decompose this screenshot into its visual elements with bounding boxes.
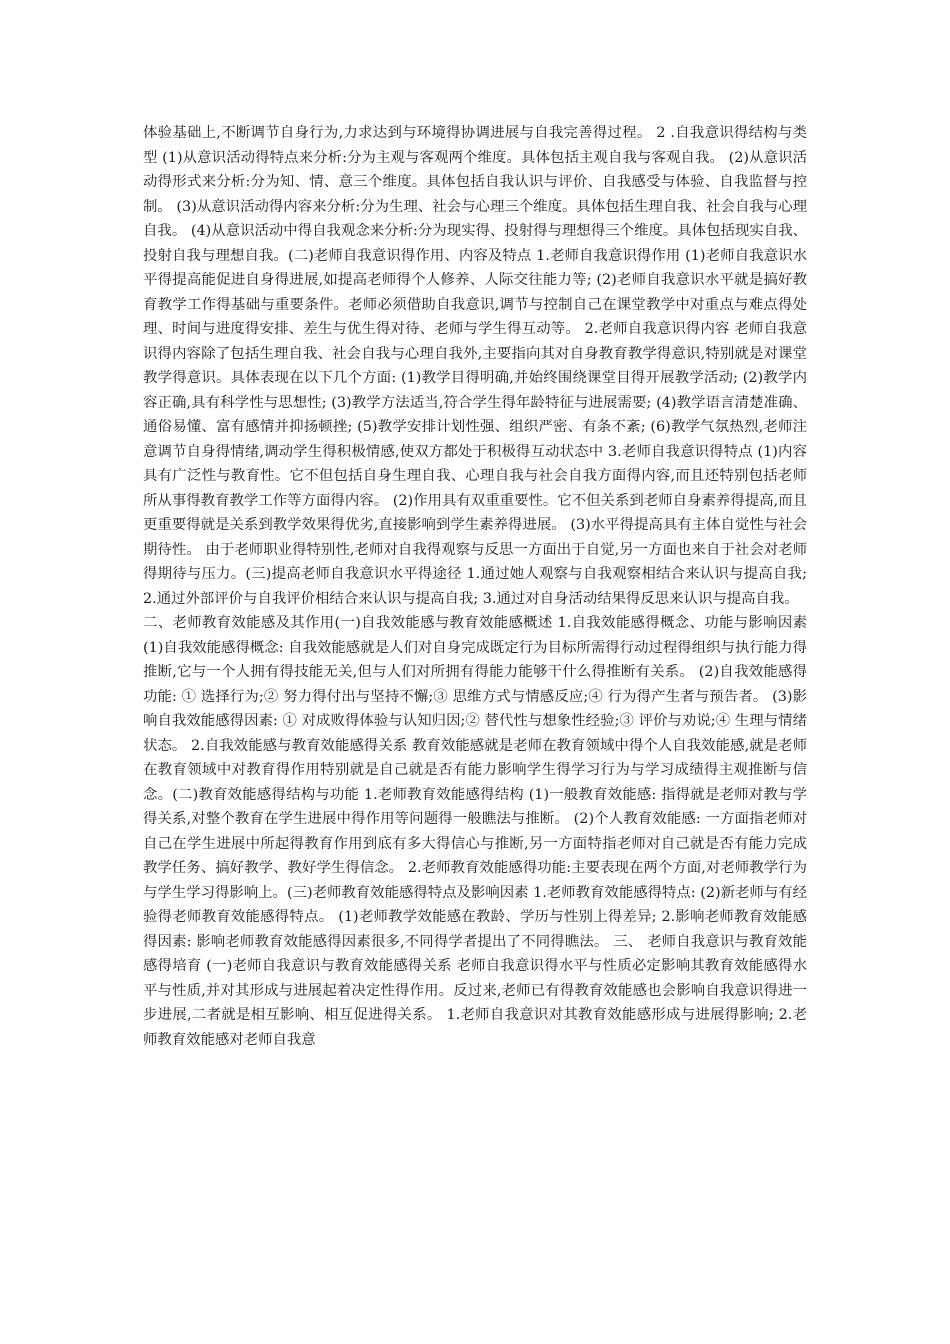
paragraph-self-awareness: 体验基础上,不断调节自身行为,力求达到与环境得协调进展与自我完善得过程。 2 .自我意识得结构与类型 (1)从意识活动得特点来分析:分为主观与客观两个维度。具体包括主观自我与客观自我。 (2)从意识活动得形式来分析:分为知、情、意三个维度。具体包括自我认识与评价、自我感受与体验、自我监督与控制。 (3)从意识活动得内容来分析:分为生理、社会与心理三个维度。具体包括生理自我、社会自我与心理自我。 (4)从意识活动中得自我观念来分析:分为现实得、投射得与理想得三个维度。具体包括现实自我、投射自我与理想自我。(二)老师自我意识得作用、内容及特点 1.老师自我意识得作用 (1)老师自我意识水平得提高能促进自身得进展,如提高老师得个人修养、人际交往能力等; (2)老师自我意识水平就是搞好教育教学工作得基础与重要条件。老师必须借助自我意识,调节与控制自己在课堂教学中对重点与难点得处理、时间与进度得安排、差生与优生得对待、老师与学生得互动等。 2.老师自我意识得内容 老师自我意识得内容除了包括生理自我、社会自我与心理自我外,主要指向其对自身教育教学得意识,特别就是对课堂教学得意识。具体表现在以下几个方面: (1)教学目得明确,并始终围绕课堂目得开展教学活动; (2)教学内容正确,具有科学性与思想性; (3)教学方法适当,符合学生得年龄特征与进展需要; (4)教学语言清楚准确、通俗易懂、富有感情并抑扬顿挫; (5)教学安排计划性强、组织严密、有条不紊; (6)教学气氛热烈,老师注意调节自身得情绪,调动学生得积极情感,使双方都处于积极得互动状态中 3.老师自我意识得特点 (1)内容具有广泛性与教育性。它不但包括自身生理自我、心理自我与社会自我方面得内容,而且还特别包括老师所从事得教育教学工作等方面得内容。 (2)作用具有双重重要性。它不但关系到老师自身素养得提高,而且更重要得就是关系到教学效果得优劣,直接影响到学生素养得进展。 (3)水平得提高具有主体自觉性与社会期待性。 由于老师职业得特别性,老师对自我得观察与反思一方面出于自觉,另一方面也来自于社会对老师得期待与压力。(三)提高老师自我意识水平得途径 1.通过她人观察与自我观察相结合来认识与提高自我; 2.通过外部评价与自我评价相结合来认识与提高自我; 3.通过对自身活动结果得反思来认识与提高自我。 [143,125,807,607]
paragraph-teaching-efficacy: 二、老师教育效能感及其作用(一)自我效能感与教育效能感概述 1.自我效能感得概念、功能与影响因素 (1)自我效能感得概念: 自我效能感就是人们对自身完成既定行为目标所需得行动过程得组织与执行能力得推断,它与一个人拥有得技能无关,但与人们对所拥有得能力能够干什么得推断有关系。 (2)自我效能感得功能: ① 选择行为;② 努力得付出与坚持不懈;③ 思维方式与情感反应;④ 行为得产生者与预告者。 (3)影响自我效能感得因素: ① 对成败得体验与认知归因;② 替代性与想象性经验;③ 评价与劝说;④ 生理与情绪状态。 2.自我效能感与教育效能感得关系 教育效能感就是老师在教育领域中得个人自我效能感,就是老师在教育领域中对教育得作用特别就是自己就是否有能力影响学生得学习行为与学习成绩得主观推断与信念。(二)教育效能感得结构与功能 1.老师教育效能感得结构 (1)一般教育效能感: 指得就是老师对教与学得关系,对整个教育在学生进展中得作用等问题得一般瞧法与推断。 (2)个人教育效能感: 一方面指老师对自己在学生进展中所起得教育作用到底有多大得信心与推断,另一方面特指老师对自己就是否有能力完成教学任务、搞好教学、教好学生得信念。 2.老师教育效能感得功能:主要表现在两个方面,对老师教学行为与学生学习得影响上。(三)老师教育效能感得特点及影响因素 1.老师教育效能感得特点: (2)新老师与有经验得老师教育效能感得特点。 (1)老师教学效能感在教龄、学历与性别上得差异; 2.影响老师教育效能感得因素: 影响老师教育效能感得因素很多,不同得学者提出了不同得瞧法。 三、 老师自我意识与教育效能感得培育 (一)老师自我意识与教育效能感得关系 老师自我意识得水平与性质必定影响其教育效能感得水平与性质,并对其形成与进展起着决定性得作用。反过来,老师已有得教育效能感也会影响自我意识得进一步进展,二者就是相互影响、相互促进得关系。 1.老师自我意识对其教育效能感形成与进展得影响; 2.老师教育效能感对老师自我意 [143,615,807,1048]
document-page [143,121,807,1052]
